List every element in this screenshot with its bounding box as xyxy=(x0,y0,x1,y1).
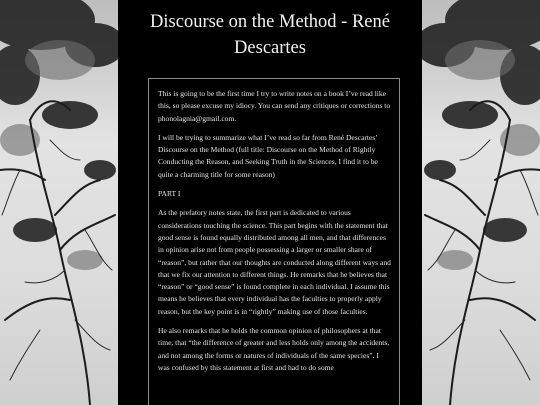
right-ink-painting-image xyxy=(422,0,540,405)
part-heading: PART I xyxy=(158,189,181,199)
part1-paragraph: As the prefatory notes state, the first part is dedicated to various considerations touching the science. This part begins with the statement that good sense is found equally distributed among all men, and that differences in opinion arise not from people possessing a larger or smaller share of “reason”, but rather that our thoughts are conducted along different ways and that we fix our attention to different things. He remarks that he believes that “reason” or “good sense” is found complete in each individual. I assume this means he believes that every individual has the faculties to properly apply reason, but the key point is in “rightly” making use of those faculties. xyxy=(158,208,391,316)
page-title: Discourse on the Method - René Descartes xyxy=(150,12,390,58)
ink-branches-left xyxy=(0,0,118,405)
post-column xyxy=(118,0,422,405)
ink-branches-right xyxy=(422,0,540,405)
intro-end: . xyxy=(234,113,237,123)
summary-paragraph: I will be trying to summarize what I’ve read so far from René Descartes’ Discourse on the Method (full title: Discourse on the Method of Rightly Conducting the Reason, and Seeking Truth in the Sciences, I find it to be quite a charming title for some reason) xyxy=(158,132,378,179)
intro-text: This is going to be the first time I try to write notes on a book I’ve read like this, so please excuse my idiocy. You can send any critiques or corrections to xyxy=(158,89,391,111)
common-opinion-paragraph: He also remarks that he holds the common opinion of philosophers at that time, that “the difference of greater and less holds only among the accidents, and not among the forms or natures of individuals of the same species”. I was confused by this statement at first and had to do some xyxy=(158,326,390,372)
left-ink-painting-image xyxy=(0,0,118,405)
post-content xyxy=(148,78,400,405)
intro-paragraph xyxy=(158,88,391,125)
email-link[interactable]: phonolagnia@gmail.com xyxy=(158,113,235,123)
